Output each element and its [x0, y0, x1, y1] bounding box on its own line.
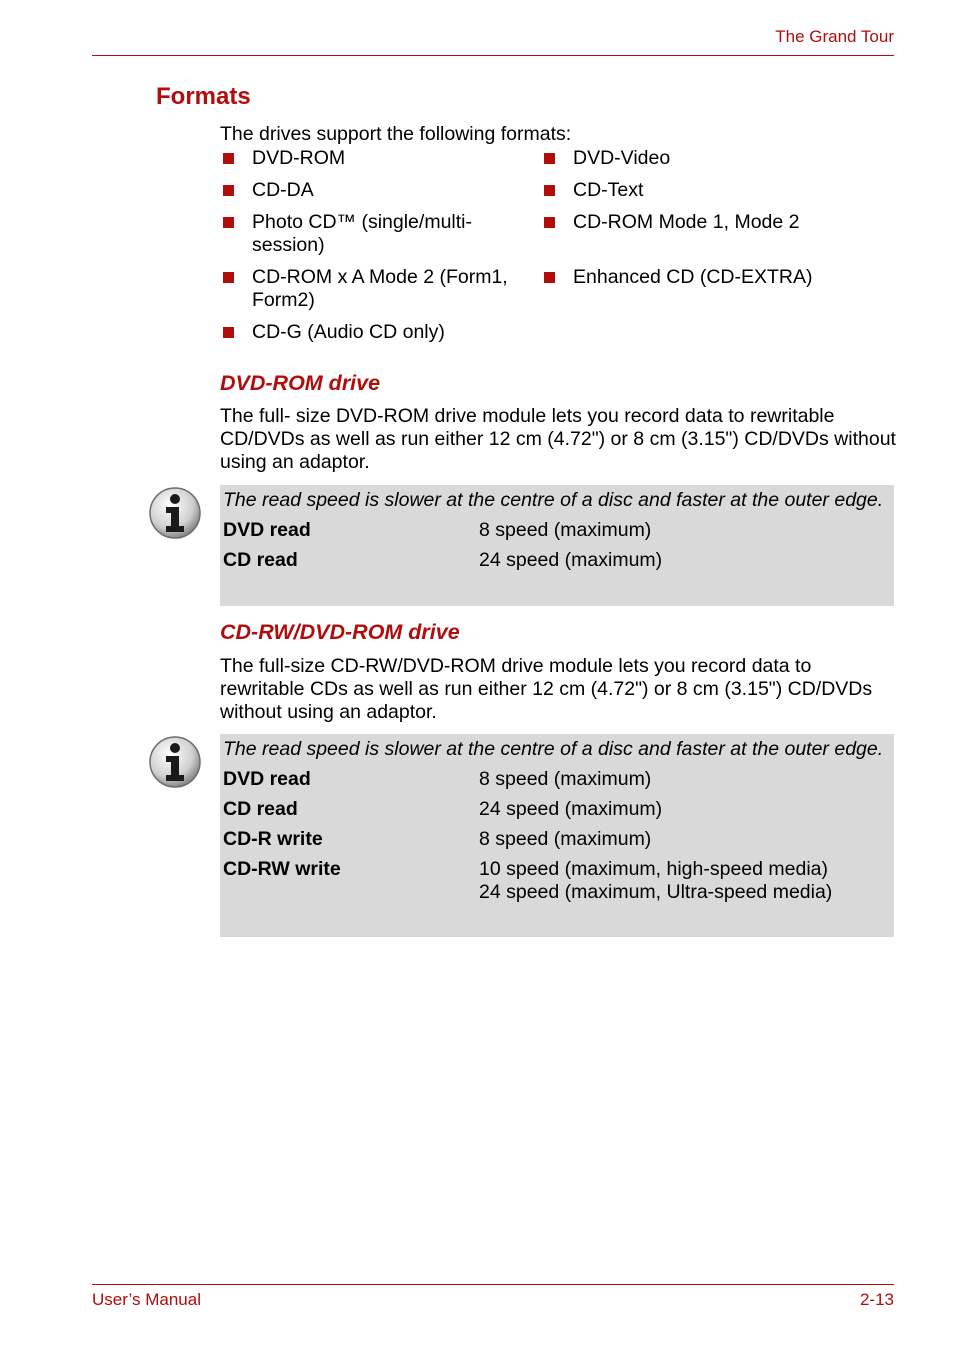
info-icon [148, 735, 202, 789]
bullet-square-icon [544, 272, 555, 283]
bullet-square-icon [223, 272, 234, 283]
note-text: The read speed is slower at the centre of a disc and faster at the outer edge. [223, 489, 884, 511]
note-text: The read speed is slower at the centre of a disc and faster at the outer edge. [223, 738, 884, 760]
section-heading-dvd-rom: DVD-ROM drive [220, 371, 381, 395]
page-number: 2-13 [859, 1290, 894, 1309]
list-item: CD-G (Audio CD only) [220, 321, 530, 344]
list-item: CD-DA [220, 179, 530, 202]
spec-row: CD read 24 speed (maximum) [223, 798, 663, 820]
spec-row: CD-RW write 10 speed (maximum, high-speed media) 24 speed (maximum, Ultra-speed media) [223, 858, 833, 903]
list-item: CD-ROM Mode 1, Mode 2 [541, 211, 851, 234]
note-box-dvd-rom [220, 485, 894, 606]
list-item: DVD-ROM [220, 147, 530, 170]
bullet-square-icon [223, 327, 234, 338]
spec-row: CD read 24 speed (maximum) [223, 549, 663, 571]
list-item: CD-ROM x A Mode 2 (Form1, Form2) [220, 266, 552, 312]
bullet-square-icon [223, 217, 234, 228]
info-icon [148, 486, 202, 540]
formats-list-right [541, 147, 851, 289]
bullet-square-icon [544, 185, 555, 196]
dvd-rom-paragraph: The full- size DVD-ROM drive module lets you record data to rewritable CD/DVDs as well as run either 12 cm (4.72") or 8 cm (3.15") CD/DVDs without using an adaptor. [220, 405, 896, 473]
spec-row: CD-R write 8 speed (maximum) [223, 828, 652, 850]
formats-intro: The drives support the following formats: [220, 123, 572, 145]
cdrw-dvd-paragraph: The full-size CD-RW/DVD-ROM drive module lets you record data to rewritable CDs as well as run either 12 cm (4.72") or 8 cm (3.15") CD/DVDs without using an adaptor. [220, 655, 873, 723]
bullet-square-icon [544, 153, 555, 164]
spec-row: DVD read 8 speed (maximum) [223, 768, 652, 790]
footer-rule [92, 1284, 894, 1285]
list-item: CD-Text [541, 179, 851, 202]
bullet-square-icon [223, 153, 234, 164]
footer-manual-title: User’s Manual [92, 1290, 201, 1309]
bullet-square-icon [544, 217, 555, 228]
note-box-cdrw-dvd [220, 734, 894, 937]
header-rule [92, 55, 894, 56]
list-item: Photo CD™ (single/multi-session) [220, 211, 532, 257]
formats-list-left [220, 147, 530, 344]
spec-row: DVD read 8 speed (maximum) [223, 519, 652, 541]
section-heading-formats: Formats [156, 83, 251, 110]
bullet-square-icon [223, 185, 234, 196]
list-item: Enhanced CD (CD-EXTRA) [541, 266, 851, 289]
section-heading-cdrw-dvd: CD-RW/DVD-ROM drive [220, 620, 460, 644]
running-header: The Grand Tour [775, 27, 894, 46]
list-item: DVD-Video [541, 147, 851, 170]
